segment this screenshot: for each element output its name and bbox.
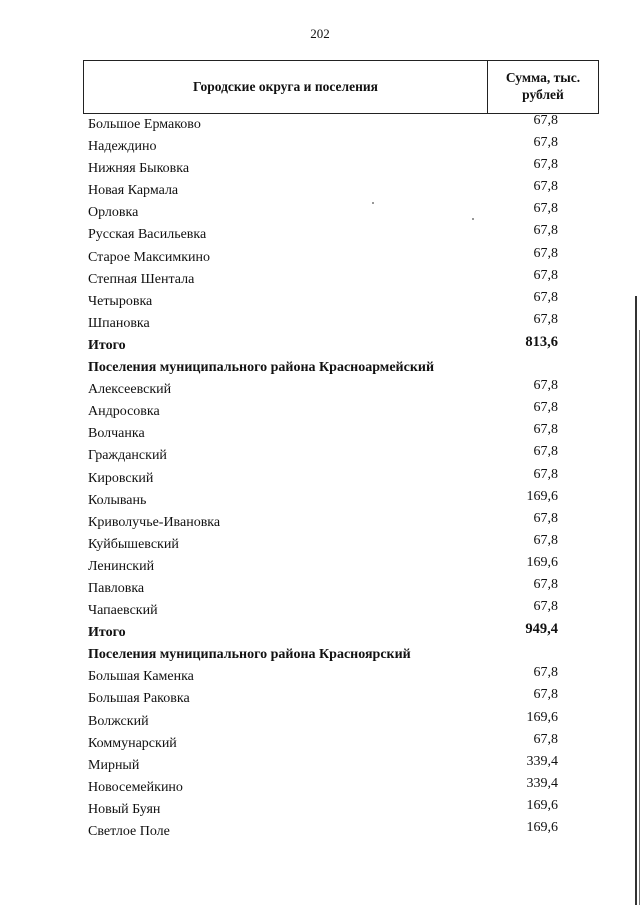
table-row (88, 180, 558, 202)
row-name: Надеждино (88, 139, 157, 155)
row-value: 339,4 (526, 775, 558, 791)
row-name: Колывань (88, 492, 147, 508)
table-row (88, 821, 558, 843)
table-row (88, 600, 558, 622)
total-row (88, 335, 558, 357)
row-name: Волчанка (88, 426, 145, 442)
table-row (88, 755, 558, 777)
row-name: Новосемейкино (88, 779, 183, 795)
row-value: 67,8 (533, 179, 558, 195)
row-value: 67,8 (533, 400, 558, 416)
row-value: 67,8 (533, 466, 558, 482)
scan-speck (472, 218, 474, 220)
total-row (88, 622, 558, 644)
table-row (88, 490, 558, 512)
row-name: Павловка (88, 580, 145, 596)
row-name: Новый Буян (88, 801, 161, 817)
table-row (88, 578, 558, 600)
row-name: Поселения муниципального района Красноярский (88, 647, 411, 663)
table-row (88, 534, 558, 556)
column-header-sum (488, 61, 598, 113)
table-body (88, 114, 558, 843)
row-name: Четыровка (88, 293, 153, 309)
table-row (88, 423, 558, 445)
row-value: 67,8 (533, 245, 558, 261)
table-row (88, 313, 558, 335)
table-row (88, 445, 558, 467)
table-row (88, 688, 558, 710)
row-name: Новая Кармала (88, 183, 179, 199)
table-row (88, 269, 558, 291)
row-name: Поселения муниципального района Красноармейский (88, 360, 435, 376)
table-row (88, 202, 558, 224)
table-row (88, 291, 558, 313)
row-value: 67,8 (533, 444, 558, 460)
row-value: 67,8 (533, 599, 558, 615)
row-value: 67,8 (533, 113, 558, 128)
table-row (88, 666, 558, 688)
row-name: Мирный (88, 757, 140, 773)
row-name: Шпановка (88, 315, 150, 331)
table-row (88, 379, 558, 401)
row-name: Волжский (88, 713, 149, 729)
row-name: Итого (88, 625, 126, 641)
row-value: 67,8 (533, 201, 558, 217)
section-heading-row (88, 357, 558, 379)
row-name: Степная Шентала (88, 271, 195, 287)
table-row (88, 401, 558, 423)
table-row (88, 733, 558, 755)
row-name: Русская Васильевка (88, 227, 207, 243)
table-header (83, 60, 599, 114)
row-name: Итого (88, 337, 126, 353)
row-value: 169,6 (526, 709, 558, 725)
row-value: 67,8 (533, 157, 558, 173)
row-name: Светлое Поле (88, 824, 170, 839)
row-name: Ленинский (88, 558, 155, 574)
table-row (88, 158, 558, 180)
column-header-sum-line2: рублей (522, 87, 564, 102)
row-value: 169,6 (526, 797, 558, 813)
section-heading-row (88, 644, 558, 666)
table-row (88, 468, 558, 490)
table-row (88, 247, 558, 269)
row-value: 67,8 (533, 289, 558, 305)
row-name: Нижняя Быковка (88, 161, 190, 177)
row-name: Гражданский (88, 448, 167, 464)
row-name: Большое Ермаково (88, 117, 201, 132)
row-value: 67,8 (533, 135, 558, 151)
row-name: Коммунарский (88, 735, 177, 751)
row-name: Андросовка (88, 404, 160, 420)
table-row (88, 777, 558, 799)
row-name: Орловка (88, 205, 139, 221)
row-value: 67,8 (533, 731, 558, 747)
table-row (88, 512, 558, 534)
row-value: 67,8 (533, 687, 558, 703)
row-value: 67,8 (533, 267, 558, 283)
row-name: Большая Раковка (88, 691, 190, 707)
row-value: 339,4 (526, 753, 558, 769)
row-name: Старое Максимкино (88, 249, 211, 265)
row-value: 813,6 (525, 333, 558, 350)
column-header-sum-line1: Сумма, тыс. (505, 70, 581, 86)
row-name: Куйбышевский (88, 536, 179, 552)
scan-speck (372, 202, 374, 204)
row-value: 67,8 (533, 223, 558, 239)
row-value: 67,8 (533, 378, 558, 394)
table-row (88, 136, 558, 158)
row-value: 67,8 (533, 510, 558, 526)
row-value: 67,8 (533, 422, 558, 438)
table-row (88, 224, 558, 246)
row-value: 67,8 (533, 532, 558, 548)
row-name: Криволучье-Ивановка (88, 514, 221, 530)
row-name: Чапаевский (88, 603, 158, 619)
table-row (88, 799, 558, 821)
row-value: 169,6 (526, 820, 558, 835)
column-header-name: Городские округа и поселения (84, 61, 488, 113)
scan-edge-line (635, 296, 637, 905)
row-value: 67,8 (533, 311, 558, 327)
row-value: 67,8 (533, 665, 558, 681)
table-row (88, 556, 558, 578)
table-row (88, 711, 558, 733)
table-row (88, 114, 558, 136)
row-name: Большая Каменка (88, 669, 194, 685)
row-value: 949,4 (525, 621, 558, 638)
row-name: Алексеевский (88, 382, 172, 398)
row-value: 67,8 (533, 576, 558, 592)
row-name: Кировский (88, 470, 154, 486)
row-value: 169,6 (526, 488, 558, 504)
row-value: 169,6 (526, 554, 558, 570)
page-number: 202 (310, 26, 330, 41)
